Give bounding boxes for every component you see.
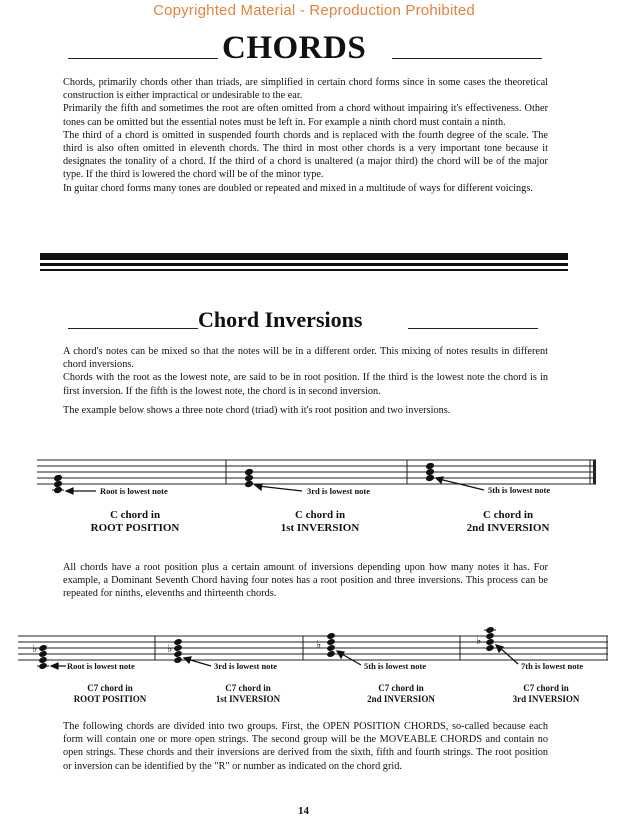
intro-paragraph-2: Primarily the fifth and sometimes the root are often omitted from a chord without impairing it's effectiveness. Other tones can be omitted but the essential notes must be left in. For example a ninth chord must contain a ninth. [63, 103, 548, 128]
page-title: CHORDS [222, 30, 367, 66]
caption-line: C7 chord in [225, 683, 271, 693]
note-label: 5th is lowest note [364, 661, 427, 671]
caption-line: C chord in [294, 509, 346, 521]
svg-text:♭: ♭ [316, 638, 322, 651]
caption-line: C chord in [109, 509, 161, 521]
note-label: 3rd is lowest note [307, 486, 371, 496]
inversions-paragraph-2: Chords with the root as the lowest note, are said to be in root position. If the third is the lowest note the chord is in first inversion. If the fifth is the lowest note, the chord is in second inversion. [63, 372, 548, 397]
caption-line: 2nd INVERSION [466, 522, 550, 534]
chord-caption [50, 683, 170, 705]
closing-paragraph: The following chords are divided into two groups. First, the OPEN POSITION CHORDS, so-called because each form will contain one or more open strings. The second group will be the MOVEABLE CHORDS and contain no open strings. These chords and their inversions are derived from the sixth, fifth and fourth strings. The root position or inversion can be identified by the "R" or number as indicated on the chord grid. [63, 721, 548, 772]
svg-text:♭: ♭ [32, 642, 38, 655]
inversions-paragraph-3: The example below shows a three note chord (triad) with it's root position and two inversions. [63, 404, 451, 416]
intro-paragraph-3: The third of a chord is omitted in suspended fourth chords and is replaced with the fourth degree of the scale. The third is also often omitted in eleventh chords. The third in most other chords is a very important tone because it designates the tonality of a chord. If the third of a chord is unaltered (a major third) the chord will be of the major type. If the third is lowered the chord will be of the minor type. [63, 129, 548, 181]
chord-caption [188, 683, 308, 705]
intro-paragraph-1: Chords, primarily chords other than triads, are simplified in certain chord forms since in some cases the theoretical construction is either impractical or undesirable to the ear. [63, 77, 548, 102]
caption-line: ROOT POSITION [73, 694, 147, 704]
caption-line: ROOT POSITION [90, 522, 180, 534]
section-title: Chord Inversions [198, 307, 363, 332]
caption-line: C7 chord in [87, 683, 133, 693]
intro-paragraph-4: In guitar chord forms many tones are doubled or repeated and mixed in a multitude of ways for different voicings. [63, 182, 533, 194]
inversions-paragraph-1: A chord's notes can be mixed so that the notes will be in a different order. This mixing of notes results in different chord inversions. [63, 346, 548, 371]
note-label: 3rd is lowest note [214, 661, 278, 671]
page-number: 14 [298, 805, 309, 817]
note-label: 5th is lowest note [488, 485, 551, 495]
caption-line: 1st INVERSION [280, 522, 360, 534]
caption-line: C7 chord in [523, 683, 569, 693]
chord-caption [341, 683, 461, 705]
note-label: 7th is lowest note [521, 661, 584, 671]
note-label: Root is lowest note [67, 661, 135, 671]
note-label: Root is lowest note [100, 486, 168, 496]
chord-caption [486, 683, 606, 705]
caption-line: 2nd INVERSION [367, 694, 435, 704]
caption-line: 1st INVERSION [215, 694, 281, 704]
svg-text:♭: ♭ [476, 634, 482, 647]
copyright-watermark: Copyrighted Material - Reproduction Prohibited [153, 2, 475, 19]
caption-line: C7 chord in [378, 683, 424, 693]
seventh-paragraph: All chords have a root position plus a certain amount of inversions depending upon how many notes it has. For example, a Dominant Seventh Chord having four notes has a root position and three inversions. This process can be repeated for ninths, elevenths and thirteenth chords. [63, 562, 548, 600]
caption-line: C chord in [482, 509, 534, 521]
svg-text:♭: ♭ [167, 642, 173, 655]
chord-note-group [32, 642, 49, 670]
closing-text [63, 720, 548, 773]
caption-line: 3rd INVERSION [512, 694, 580, 704]
